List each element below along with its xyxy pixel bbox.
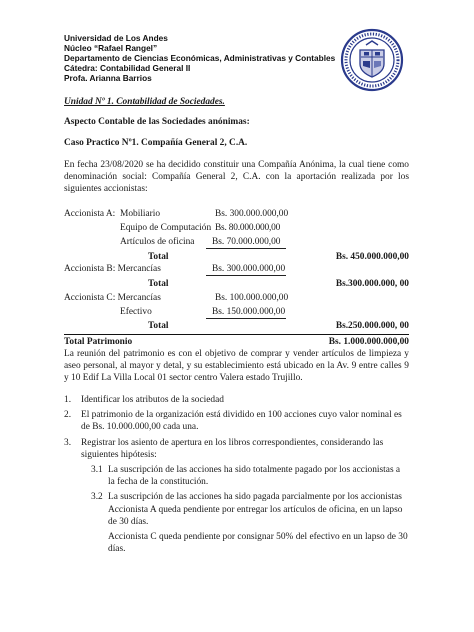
intro-paragraph: En fecha 23/08/2020 se ha decidido constituir una Compañía Anónima, la cual tiene como denominación social: Compañía General 2, C.A. con la aportación realizada por los siguientes accionistas: xyxy=(64,160,409,195)
shareholder-c-item-amount: Bs. 150.000.000,00 xyxy=(212,307,286,317)
shareholder-c-item-amount: Bs. 100.000.000,00 xyxy=(215,293,289,303)
shareholder-c-label: Accionista C: Mercancías xyxy=(64,293,161,303)
hypothesis-item xyxy=(64,464,409,488)
shareholder-a-item-name: Mobiliario xyxy=(120,209,161,219)
header-line-professor: Profa. Arianna Barrios xyxy=(64,73,152,84)
shareholder-b-amount: Bs. 300.000.000,00 xyxy=(212,264,286,274)
institution-header xyxy=(64,33,335,83)
hypothesis-detail: Accionista A queda pendiente por entregar los artículos de oficina, en un lapso de 30 días. xyxy=(108,504,403,527)
shareholder-a-item-name: Artículos de oficina xyxy=(120,237,195,247)
shareholder-a-item-amount: Bs. 300.000.000,00 xyxy=(215,209,289,219)
unit-title: Unidad Nº 1. Contabilidad de Sociedades. xyxy=(64,97,225,107)
hypothesis-number: 3.2 xyxy=(91,492,103,503)
hypothesis-detail: Accionista C queda pendiente por consignar 50% del efectivo en un lapso de 30 días. xyxy=(108,532,408,555)
shareholder-a-item-amount: Bs. 70.000.000,00 xyxy=(212,237,281,247)
shareholder-a-item-amount: Bs. 80.000.000,00 xyxy=(215,223,281,233)
shareholder-b-label: Accionista B: Mercancías xyxy=(64,264,161,274)
header-line-university: Universidad de Los Andes xyxy=(64,33,168,43)
case-title: Caso Practico Nº1. Compañía General 2, C.A. xyxy=(64,138,248,148)
shareholder-c-total: Bs.250.000.000, 00 xyxy=(335,321,409,331)
shareholder-a-total: Bs. 450.000.000,00 xyxy=(335,252,409,262)
hypothesis-text: La suscripción de las acciones ha sido pagada parcialmente por los accionistas xyxy=(108,492,402,503)
header-line-nucleo: Núcleo “Rafael Rangel” xyxy=(64,43,158,54)
shareholder-a-label: Accionista A: xyxy=(64,209,116,219)
patrimonio-label: Total Patrimonio xyxy=(64,337,133,347)
section-title: Aspecto Contable de las Sociedades anónimas: xyxy=(64,117,250,127)
subtotal-rule xyxy=(206,275,286,276)
shareholder-b-total: Bs.300.000.000, 00 xyxy=(335,279,409,289)
patrimonio-rule xyxy=(64,334,409,335)
list-item-text: Registrar los asiento de apertura en los libros correspondientes, considerando las siguientes hipótesis: xyxy=(81,437,384,460)
list-item-number: 3. xyxy=(64,437,72,448)
shareholder-a-total-label: Total xyxy=(148,252,169,262)
hypothesis-text: La suscripción de las acciones ha sido totalmente pagado por los accionistas a la fecha de la constitución. xyxy=(108,465,401,488)
subtotal-rule xyxy=(206,248,286,249)
list-item-number: 2. xyxy=(64,410,72,421)
list-item xyxy=(64,437,409,461)
meeting-paragraph: La reunión del patrimonio es con el objetivo de comprar y vender artículos de limpieza y aseo personal, al mayor y detal, y su establecimiento está ubicado en la Av. 9 entre calles 9 y 10 Edif La Villa Local 01 sector centro Valera estado Trujillo. xyxy=(64,349,409,384)
list-item-number: 1. xyxy=(64,395,72,405)
shareholder-c-total-label: Total xyxy=(148,321,169,331)
list-item xyxy=(64,409,409,433)
subtotal-rule xyxy=(206,318,286,319)
shareholder-b-total-label: Total xyxy=(148,279,169,289)
university-seal-icon xyxy=(340,28,404,92)
list-item-text: El patrimonio de la organización está dividido en 100 acciones cuyo valor nominal es de Bs. 10.000.000,00 cada una. xyxy=(81,410,402,433)
list-item xyxy=(64,394,409,406)
list-item-text: Identificar los atributos de la sociedad xyxy=(81,395,224,405)
shareholder-a-item-name: Equipo de Computación xyxy=(120,223,212,233)
task-list xyxy=(64,394,409,555)
shareholder-c-item-name: Efectivo xyxy=(120,307,152,317)
header-line-catedra: Cátedra: Contabilidad General II xyxy=(64,63,191,74)
hypothesis-item xyxy=(64,491,409,503)
hypothesis-number: 3.1 xyxy=(91,465,103,476)
header-line-department: Departamento de Ciencias Económicas, Administrativas y Contables xyxy=(64,53,336,64)
patrimonio-amount: Bs. 1.000.000.000,00 xyxy=(328,337,409,347)
